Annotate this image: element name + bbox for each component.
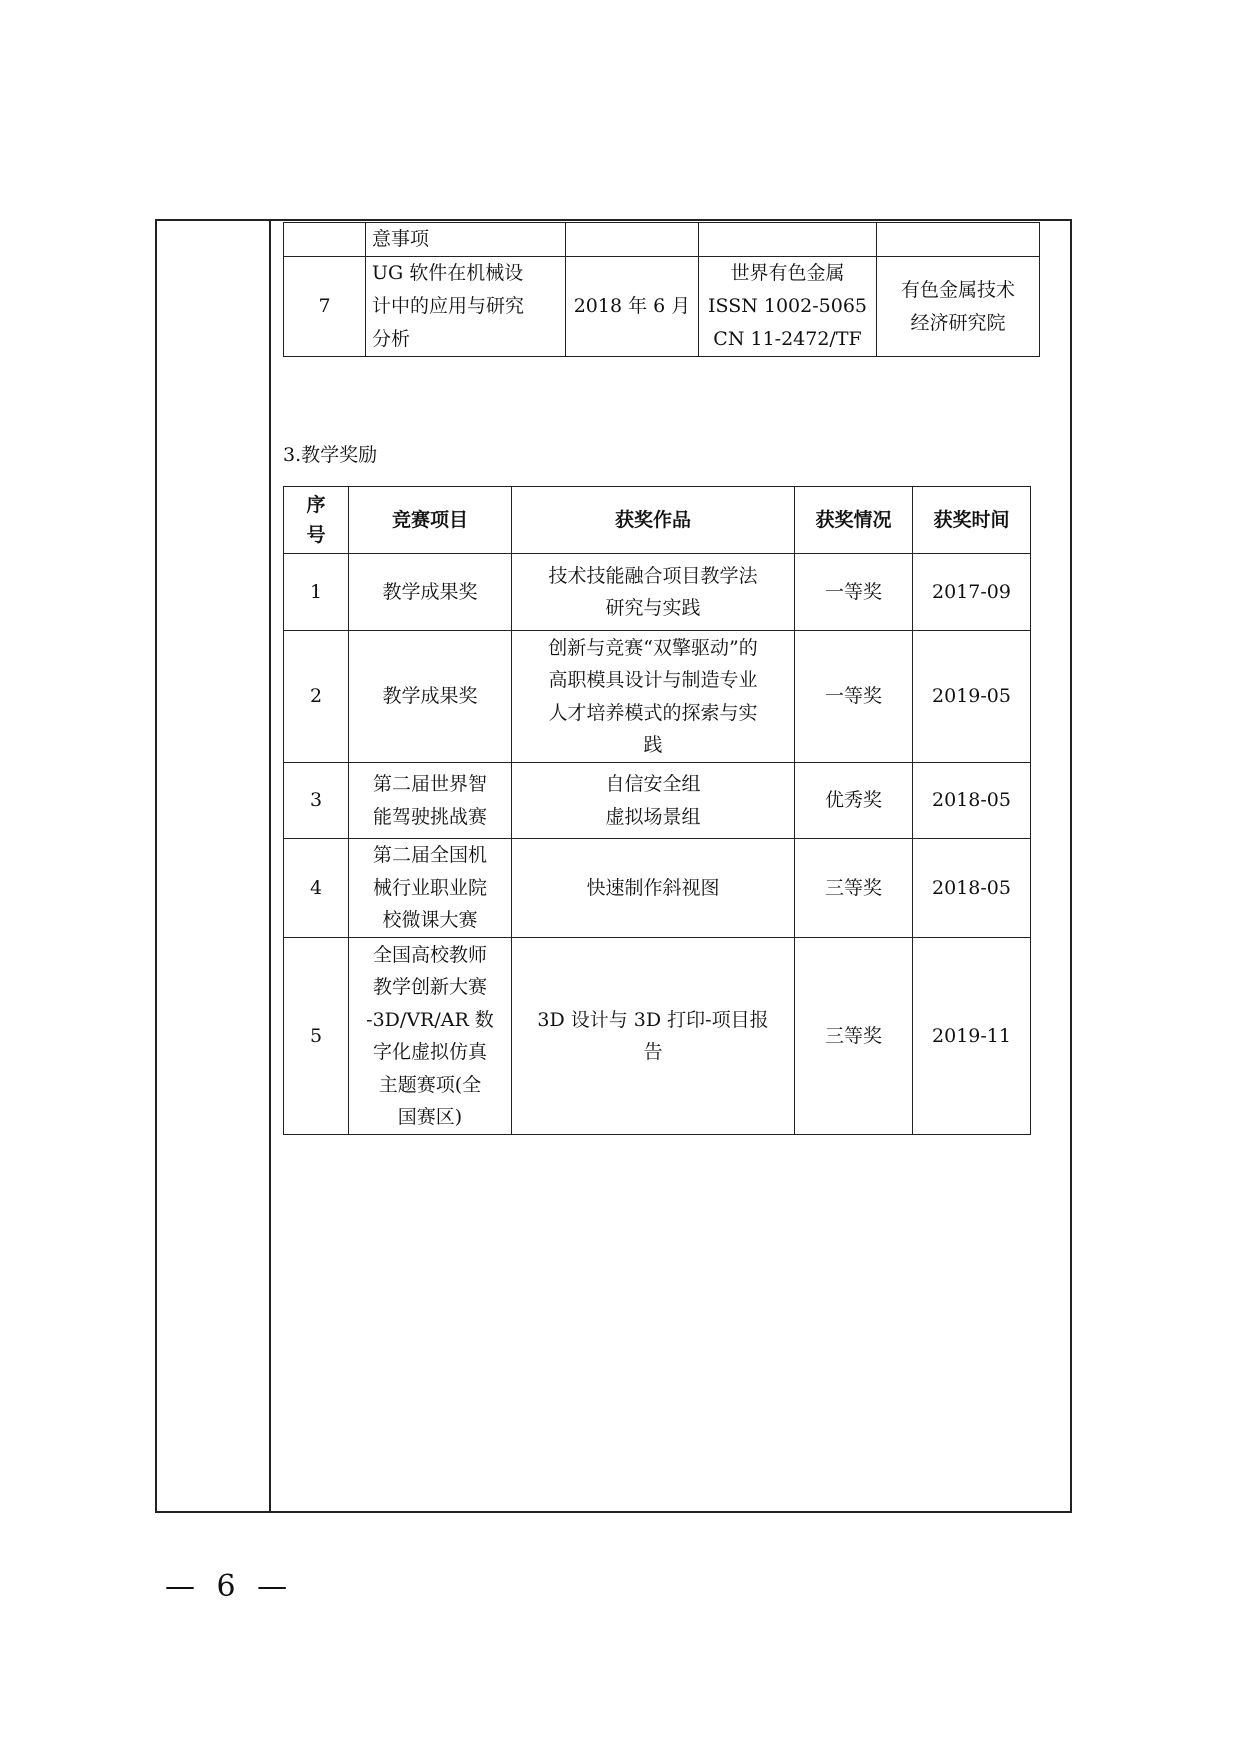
award-time: 2017-09: [913, 554, 1031, 631]
award-competition-line: 主题赛项(全: [378, 1073, 482, 1096]
award-competition-line: 教学成果奖: [382, 580, 478, 603]
award-result: 优秀奖: [795, 763, 913, 839]
award-index: 5: [284, 938, 349, 1135]
pub-publisher-line: 经济研究院: [910, 311, 1006, 334]
award-competition-line: 校微课大赛: [382, 909, 478, 932]
award-time: 2018-05: [913, 763, 1031, 839]
pub-journal-cell: [699, 257, 877, 357]
teaching-awards-table: [283, 486, 1031, 1135]
pub-title-line: 分析: [372, 328, 411, 350]
award-competition-line: -3D/VR/AR 数: [366, 1008, 494, 1031]
award-work-line: 研究与实践: [605, 597, 701, 619]
pub-index-cell: [284, 223, 366, 257]
award-competition-line: 第二届全国机: [372, 844, 487, 867]
award-work: [512, 763, 795, 839]
award-competition-line: 教学成果奖: [382, 685, 478, 708]
pub-title-cell: [366, 223, 566, 257]
award-work: [512, 631, 795, 763]
award-work-line: 创新与竞赛“双擎驱动”的: [548, 636, 758, 659]
pub-title-line: UG 软件在机械设: [372, 262, 524, 284]
pub-index-cell: [284, 257, 366, 357]
pub-index: 7: [318, 295, 331, 317]
award-competition-line: 械行业职业院: [372, 876, 487, 899]
header-time: 获奖时间: [913, 487, 1031, 554]
pub-journal-cell: [699, 223, 877, 257]
award-work: [512, 554, 795, 631]
award-competition: [349, 631, 512, 763]
table-row: [284, 257, 1040, 357]
award-work-line: 技术技能融合项目教学法: [548, 564, 758, 587]
award-result: 三等奖: [795, 839, 913, 938]
award-index: 1: [284, 554, 349, 631]
award-competition-line: 第二届世界智: [372, 773, 487, 795]
award-work-line: 告: [643, 1041, 663, 1063]
pub-date-cell: [566, 223, 699, 257]
header-seq-line: 号: [306, 524, 326, 546]
header-work: 获奖作品: [512, 487, 795, 554]
pub-publisher-cell: [877, 223, 1040, 257]
award-competition-line: 能驾驶挑战赛: [372, 805, 487, 828]
award-result: 三等奖: [795, 938, 913, 1135]
pub-title-cell: [366, 257, 566, 357]
award-result: 一等奖: [795, 554, 913, 631]
table-row: [284, 223, 1040, 257]
award-work-line: 虚拟场景组: [605, 805, 701, 828]
award-work-line: 3D 设计与 3D 打印-项目报: [537, 1008, 769, 1031]
award-work: [512, 938, 795, 1135]
award-competition: [349, 938, 512, 1135]
pub-date-cell: [566, 257, 699, 357]
award-competition-line: 国赛区): [397, 1106, 463, 1128]
award-competition-line: 全国高校教师: [372, 943, 487, 966]
award-index: 4: [284, 839, 349, 938]
award-index: 2: [284, 631, 349, 763]
pub-date: 2018 年 6 月: [573, 295, 691, 317]
award-competition: [349, 763, 512, 839]
pub-publisher-line: 有色金属技术: [900, 278, 1015, 301]
table-header-row: [284, 487, 1031, 554]
page-number: — 6 —: [165, 1569, 294, 1604]
pub-publisher-cell: [877, 257, 1040, 357]
publications-table: [283, 222, 1040, 357]
award-competition: [349, 554, 512, 631]
pub-title-line: 计中的应用与研究: [372, 295, 525, 317]
award-work-line: 自信安全组: [605, 773, 701, 795]
table-row: [284, 554, 1031, 631]
table-row: [284, 763, 1031, 839]
award-competition-line: 教学创新大赛: [372, 976, 487, 998]
form-column-divider: [269, 219, 271, 1513]
header-competition: 竞赛项目: [349, 487, 512, 554]
pub-journal-line: ISSN 1002-5065: [708, 295, 867, 317]
header-seq: [284, 487, 349, 554]
award-work-line: 践: [643, 734, 663, 756]
header-seq-line: 序: [306, 494, 326, 516]
award-work-line: 高职模具设计与制造专业: [548, 669, 758, 691]
award-competition-line: 字化虚拟仿真: [372, 1041, 487, 1063]
award-competition: [349, 839, 512, 938]
pub-title-tail: 意事项: [372, 228, 430, 250]
table-row: [284, 839, 1031, 938]
pub-journal-line: CN 11-2472/TF: [713, 328, 862, 350]
table-row: [284, 938, 1031, 1135]
award-time: 2018-05: [913, 839, 1031, 938]
award-time: 2019-05: [913, 631, 1031, 763]
table-row: [284, 631, 1031, 763]
award-result: 一等奖: [795, 631, 913, 763]
header-result: 获奖情况: [795, 487, 913, 554]
section-title: 3.教学奖励: [283, 444, 378, 466]
award-work-line: 人才培养模式的探索与实: [548, 701, 758, 724]
award-work-line: 快速制作斜视图: [586, 876, 720, 899]
award-work: [512, 839, 795, 938]
award-index: 3: [284, 763, 349, 839]
pub-journal-line: 世界有色金属: [730, 262, 845, 284]
award-time: 2019-11: [913, 938, 1031, 1135]
